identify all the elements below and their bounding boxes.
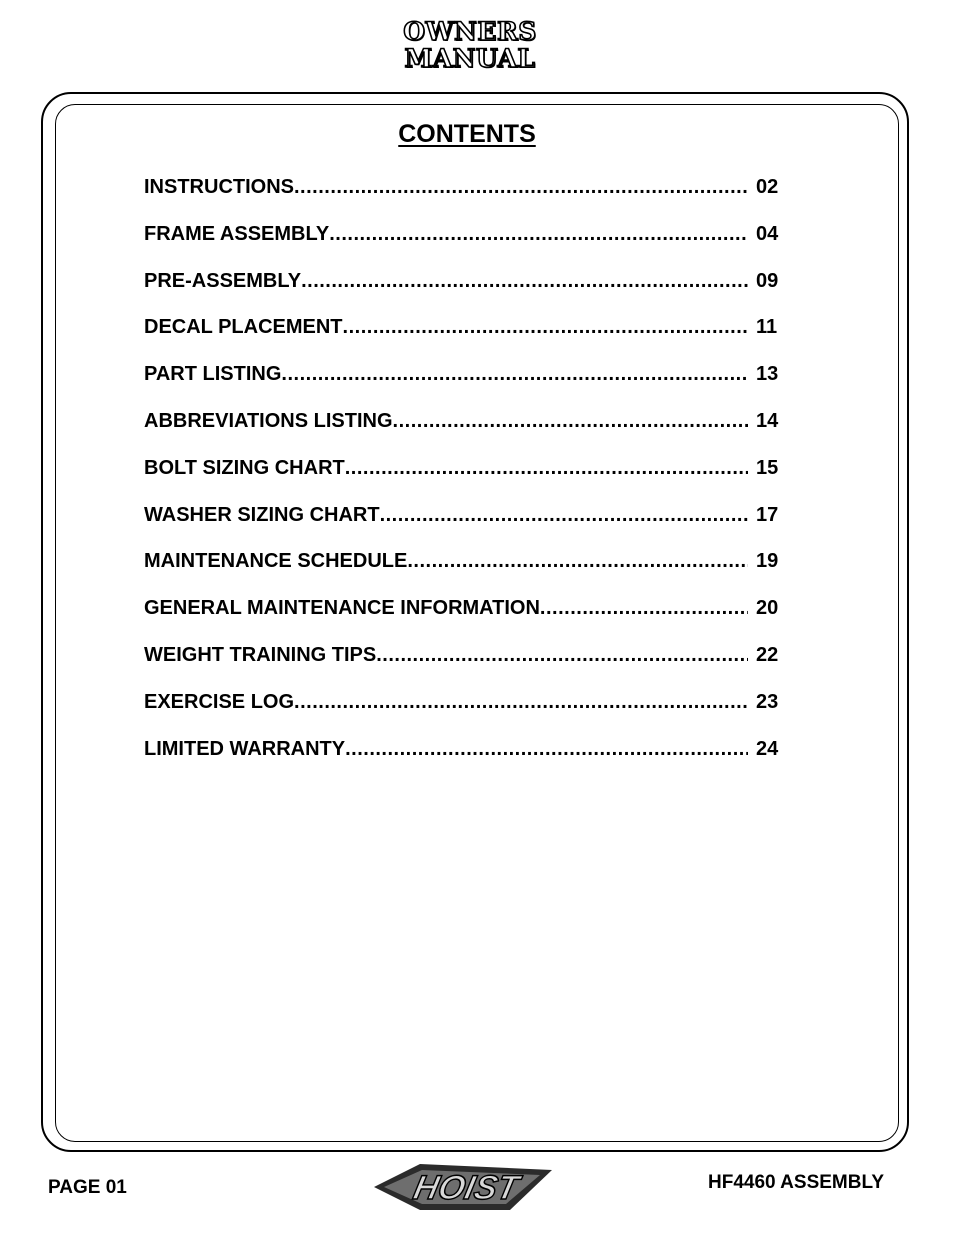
page-number: PAGE 01: [48, 1177, 127, 1198]
toc-entry[interactable]: [144, 644, 784, 691]
manual-title: [0, 18, 940, 72]
toc-entry[interactable]: [144, 223, 784, 270]
manual-title-line-2: MANUAL: [404, 44, 536, 73]
toc-entry[interactable]: [144, 504, 784, 551]
toc-entry[interactable]: [144, 270, 784, 317]
toc-leader-dots: [294, 176, 748, 199]
toc-leader-dots: [301, 270, 748, 293]
toc-leader-dots: [407, 550, 748, 573]
toc-leader-dots: [540, 597, 748, 620]
logo-text: HOIST: [410, 1169, 522, 1207]
toc-entry-page: 20: [756, 597, 779, 620]
toc-entry-label: PRE-ASSEMBLY: [144, 269, 302, 292]
toc-entry-label: EXERCISE LOG: [144, 690, 295, 713]
toc-entry[interactable]: [144, 363, 784, 410]
toc-entry-page: 17: [756, 503, 779, 526]
toc-entry-label: DECAL PLACEMENT: [144, 316, 343, 339]
manual-title-line-1: OWNERS: [403, 17, 537, 46]
toc-entry-label: FRAME ASSEMBLY: [144, 222, 330, 245]
toc-leader-dots: [329, 223, 748, 246]
toc-entry[interactable]: [144, 176, 784, 223]
toc-entry[interactable]: [144, 316, 784, 363]
toc-entry-page: 04: [756, 222, 779, 245]
toc-entry-page: 14: [756, 409, 779, 432]
toc-entry-page: 22: [756, 643, 779, 666]
toc-leader-dots: [345, 738, 748, 761]
toc-entry-label: BOLT SIZING CHART: [144, 456, 345, 479]
toc-entry-page: 11: [756, 316, 778, 339]
toc-entry-label: WEIGHT TRAINING TIPS: [144, 643, 377, 666]
toc-entry-page: 19: [756, 550, 779, 573]
toc-entry-label: LIMITED WARRANTY: [144, 737, 346, 760]
toc-entry-label: INSTRUCTIONS: [144, 176, 294, 198]
toc-entry-label: ABBREVIATIONS LISTING: [144, 409, 393, 432]
toc-entry-label: GENERAL MAINTENANCE INFORMATION: [144, 597, 540, 620]
toc-entry[interactable]: [144, 457, 784, 504]
toc-entry[interactable]: [144, 410, 784, 457]
toc-entry-page: 13: [756, 363, 779, 386]
toc-leader-dots: [294, 691, 748, 714]
toc-entry[interactable]: [144, 597, 784, 644]
toc-leader-dots: [343, 316, 748, 339]
contents-heading: CONTENTS: [398, 120, 536, 148]
hoist-logo: [370, 1160, 556, 1214]
toc-leader-dots: [380, 504, 748, 527]
toc-entry-page: 23: [756, 690, 779, 713]
toc-entry-label: WASHER SIZING CHART: [144, 503, 380, 526]
toc-entry-page: 24: [756, 737, 779, 760]
toc-entry-label: MAINTENANCE SCHEDULE: [144, 550, 408, 573]
toc-leader-dots: [345, 457, 748, 480]
toc-entry-page: 02: [756, 176, 779, 198]
toc-leader-dots: [376, 644, 748, 667]
toc-entry[interactable]: [144, 550, 784, 597]
toc-leader-dots: [393, 410, 748, 433]
model-assembly-label: HF4460 ASSEMBLY: [708, 1172, 884, 1193]
toc-entry-page: 09: [756, 269, 779, 292]
toc-entry-label: PART LISTING: [144, 363, 282, 386]
toc-entry[interactable]: [144, 738, 784, 785]
toc-leader-dots: [281, 363, 748, 386]
table-of-contents: [144, 176, 784, 784]
toc-entry-page: 15: [756, 456, 779, 479]
toc-entry[interactable]: [144, 691, 784, 738]
